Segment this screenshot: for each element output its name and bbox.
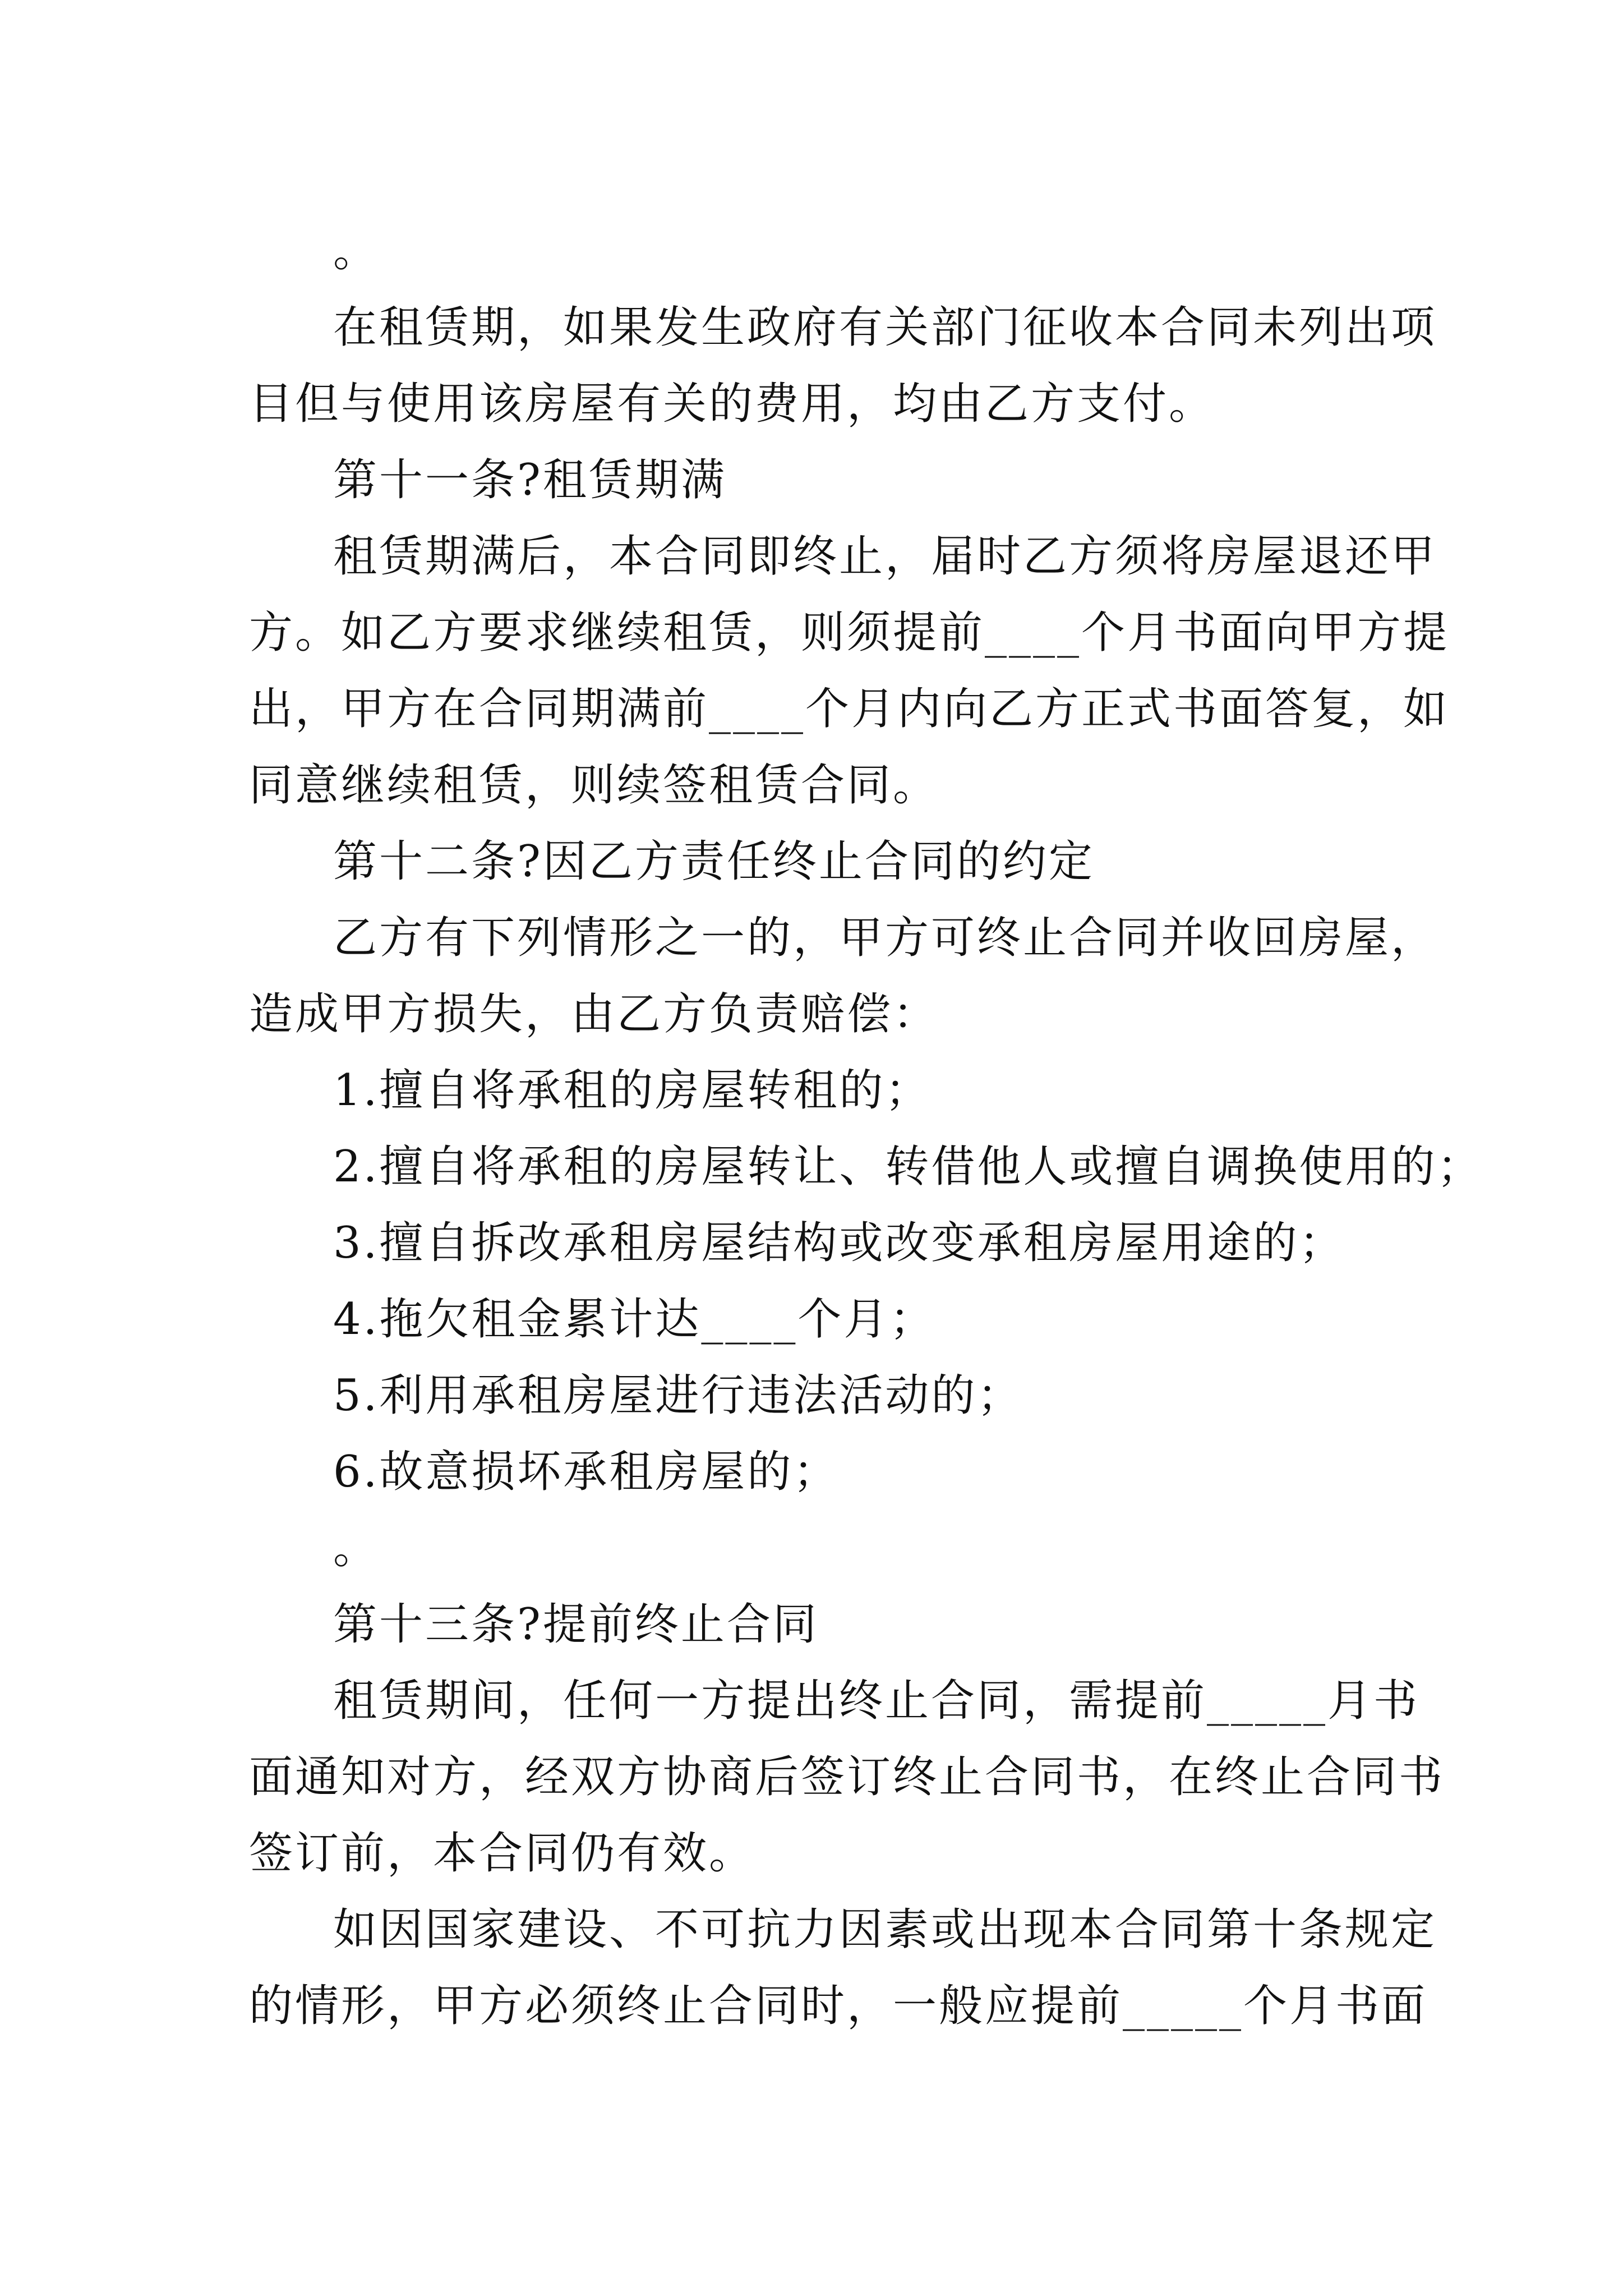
document-body	[249, 213, 1483, 2044]
paragraph-line: 租赁期满后，本合同即终止，届时乙方须将房屋退还甲	[333, 531, 1437, 582]
paragraph-line: 租赁期间，任何一方提出终止合同，需提前_____月书	[333, 1676, 1420, 1726]
paragraph-line: 面通知对方，经双方协商后签订终止合同书，在终止合同书	[249, 1752, 1445, 1802]
paragraph-line: 同意继续租赁，则续签租赁合同。	[249, 760, 939, 811]
paragraph-line: 签订前，本合同仍有效。	[249, 1828, 755, 1879]
article-heading: 第十二条?因乙方责任终止合同的约定	[333, 836, 1095, 887]
paragraph-line: 。	[333, 1523, 380, 1573]
paragraph-line: 方。如乙方要求继续租赁，则须提前____个月书面向甲方提	[249, 608, 1450, 658]
list-item: 3.擅自拆改承租房屋结构或改变承租房屋用途的；	[333, 1218, 1345, 1268]
paragraph-line: 如因国家建设、不可抗力因素或出现本合同第十条规定	[333, 1904, 1437, 1955]
paragraph-line: 。	[333, 226, 380, 277]
list-item: 1.擅自将承租的房屋转租的；	[333, 1065, 932, 1116]
list-item: 6.故意损坏承租房屋的；	[333, 1447, 840, 1497]
list-item: 5.利用承租房屋进行违法活动的；	[333, 1370, 1023, 1421]
paragraph-line: 乙方有下列情形之一的，甲方可终止合同并收回房屋，	[333, 913, 1437, 963]
paragraph-line: 出，甲方在合同期满前____个月内向乙方正式书面答复，如	[249, 684, 1450, 734]
list-item: 4.拖欠租金累计达____个月；	[333, 1294, 936, 1345]
paragraph-line: 造成甲方损失，由乙方负责赔偿：	[249, 989, 939, 1039]
paragraph-line: 目但与使用该房屋有关的费用，均由乙方支付。	[249, 379, 1215, 429]
paragraph-line: 的情形，甲方必须终止合同时，一般应提前_____个月书面	[249, 1981, 1428, 2031]
article-heading: 第十三条?提前终止合同	[333, 1599, 819, 1650]
article-heading: 第十一条?租赁期满	[333, 455, 727, 505]
list-item: 2.擅自将承租的房屋转让、转借他人或擅自调换使用的；	[333, 1142, 1483, 1192]
paragraph-line: 在租赁期，如果发生政府有关部门征收本合同未列出项	[333, 302, 1437, 353]
